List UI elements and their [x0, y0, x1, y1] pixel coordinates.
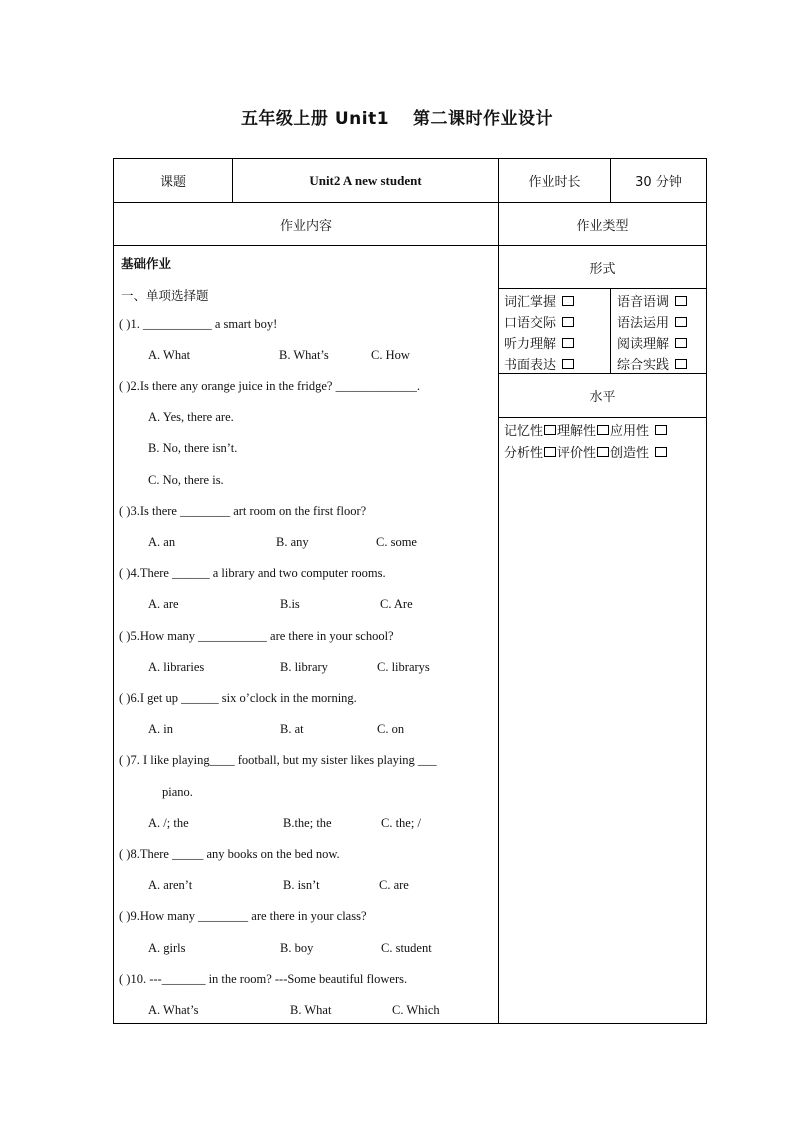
question-1: ( )1. ___________ a smart boy!: [119, 317, 278, 331]
form-grammar[interactable]: 语法运用: [617, 312, 687, 331]
option: C. some: [376, 535, 417, 549]
option: C. No, there is.: [148, 473, 224, 487]
type-label: 作业类型: [576, 218, 629, 234]
option: B. boy: [280, 941, 314, 955]
option: B. What’s: [279, 348, 329, 362]
option: A. Yes, there are.: [148, 410, 234, 424]
question-8: ( )8.There _____ any books on the bed now.: [119, 847, 340, 861]
checkbox[interactable]: [675, 296, 687, 306]
checkbox[interactable]: [562, 317, 574, 327]
question-3: ( )3.Is there ________ art room on the first floor?: [119, 504, 367, 518]
homework-table: [113, 158, 707, 1024]
question-7-continued: piano.: [162, 785, 193, 799]
option: C. the; /: [381, 816, 421, 830]
option: B. isn’t: [283, 878, 320, 892]
option: B.the; the: [283, 816, 332, 830]
form-reading[interactable]: 阅读理解: [617, 333, 687, 352]
checkbox[interactable]: [544, 447, 556, 457]
option: A. What’s: [148, 1003, 199, 1017]
option: C. on: [377, 722, 405, 736]
question-7: ( )7. I like playing____ football, but my sister likes playing ___: [119, 753, 437, 767]
checkbox[interactable]: [655, 425, 667, 435]
option: B. What: [290, 1003, 332, 1017]
form-listening[interactable]: 听力理解: [504, 333, 574, 352]
duration-value: 30 分钟: [635, 175, 682, 190]
checkbox[interactable]: [655, 447, 667, 457]
level-row-1: 记忆性 理解性 应用性: [504, 420, 667, 439]
option: A. /; the: [148, 816, 189, 830]
duration-label: 作业时长: [528, 175, 581, 190]
checkbox[interactable]: [562, 359, 574, 369]
checkbox[interactable]: [597, 447, 609, 457]
checkbox[interactable]: [675, 317, 687, 327]
form-pronunciation[interactable]: 语音语调: [617, 291, 687, 310]
question-2: ( )2.Is there any orange juice in the fridge? _____________.: [119, 379, 420, 393]
form-oral[interactable]: 口语交际: [504, 312, 574, 331]
option: B. No, there isn’t.: [148, 441, 238, 455]
question-6: ( )6.I get up ______ six o’clock in the morning.: [119, 691, 357, 705]
form-label: 形式: [589, 261, 616, 277]
content-label: 作业内容: [279, 218, 332, 234]
checkbox[interactable]: [675, 359, 687, 369]
option: B. any: [276, 535, 309, 549]
checkbox[interactable]: [544, 425, 556, 435]
question-10: ( )10. ---_______ in the room? ---Some beautiful flowers.: [119, 972, 408, 986]
question-9: ( )9.How many ________ are there in your class?: [119, 909, 367, 923]
checkbox[interactable]: [597, 425, 609, 435]
option: A. girls: [148, 941, 186, 955]
section-heading: 基础作业: [121, 256, 172, 271]
option: A. libraries: [148, 660, 205, 674]
title-part1: 五年级上册 Unit1: [240, 109, 390, 129]
option: C. are: [379, 878, 409, 892]
form-writing[interactable]: 书面表达: [504, 354, 574, 373]
page-title: [0, 104, 794, 129]
form-vocabulary[interactable]: 词汇掌握: [504, 291, 574, 310]
question-5: ( )5.How many ___________ are there in your school?: [119, 629, 394, 643]
option: C. Which: [392, 1003, 440, 1017]
option: B. at: [280, 722, 304, 736]
form-practice[interactable]: 综合实践: [617, 354, 687, 373]
question-4: ( )4.There ______ a library and two computer rooms.: [119, 566, 386, 580]
checkbox[interactable]: [562, 338, 574, 348]
option: C. librarys: [377, 660, 430, 674]
option: C. Are: [380, 597, 413, 611]
option: A. aren’t: [148, 878, 193, 892]
topic-label: 课题: [159, 175, 186, 190]
option: A. in: [148, 722, 173, 736]
option: B.is: [280, 597, 300, 611]
checkbox[interactable]: [675, 338, 687, 348]
level-label: 水平: [589, 390, 616, 405]
option: B. library: [280, 660, 328, 674]
level-row-2: 分析性 评价性 创造性: [504, 442, 667, 461]
option: C. How: [371, 348, 410, 362]
subsection-heading: 一、单项选择题: [121, 288, 209, 303]
topic-value: Unit2 A new student: [309, 172, 422, 188]
option: C. student: [381, 941, 432, 955]
option: A. What: [148, 348, 191, 362]
option: A. an: [148, 535, 176, 549]
title-part2: 第二课时作业设计: [413, 109, 554, 129]
checkbox[interactable]: [562, 296, 574, 306]
option: A. are: [148, 597, 179, 611]
